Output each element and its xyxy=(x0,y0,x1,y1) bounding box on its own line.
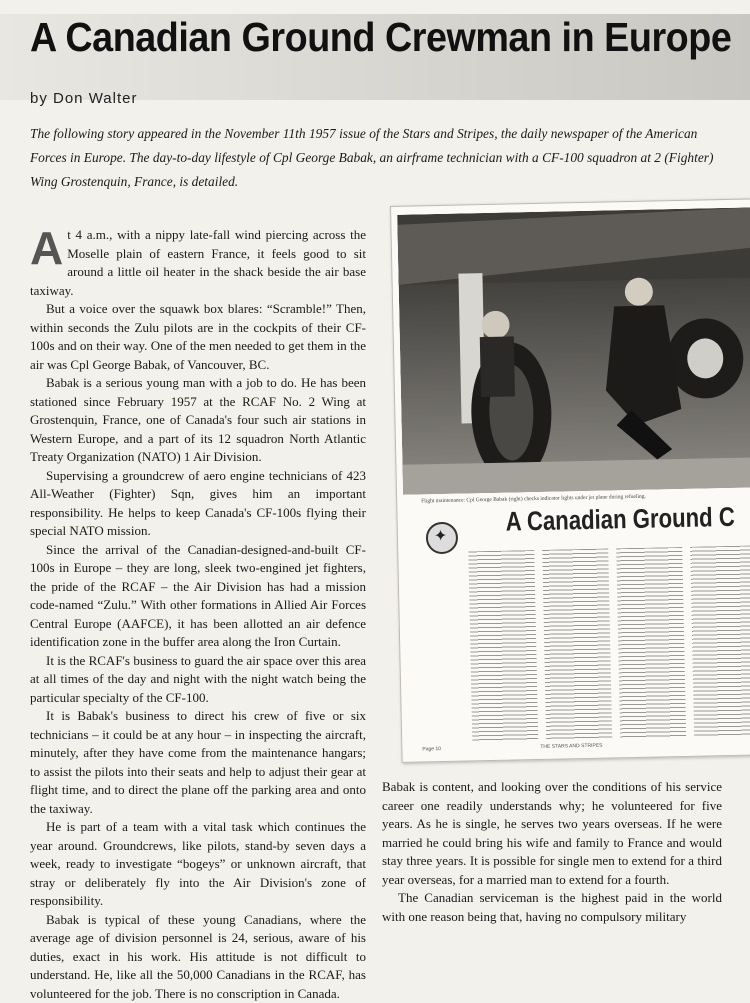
paragraph-5: Since the arrival of the Canadian-designed-and-built CF-100s in Europe – they are long, sleek two-engined jet fighters, the pride of the RCAF – the Air Division has had a mission code-named “Zulu.” With other formations in Allied Air Forces Central Europe (AAFCE), it has been allotted an air defence identification zone in the buffer area along the Iron Curtain. xyxy=(30,541,366,652)
publication-name: Stars and Stripes xyxy=(403,126,495,141)
paragraph-1-text: t 4 a.m., with a nippy late-fall wind piercing across the Moselle plain of eastern France, it feels good to sit around a little oil heater in the shack beside the air base taxiway. xyxy=(30,227,366,298)
clipping-photo xyxy=(397,207,750,494)
clipping-text-column xyxy=(468,550,538,741)
paragraph-7: It is Babak's business to direct his crew of five or six technicians – it could be at any hour – in inspecting the aircraft, minutely, after they have come from the maintenance hangars; to assist the pilots into their seats and help to adjust their gear at flight time, and to direct the plane off the parking area and onto the taxiway. xyxy=(30,707,366,818)
article-title: A Canadian Ground Crewman in Europe xyxy=(30,14,731,61)
right-paragraph-1: Babak is content, and looking over the conditions of his service career one readily understands why; he volunteered for five years. As he is single, he serves two years overseas. If he were married he could bring his wife and family to France and would stay three years. It is possible for single men to extend for a third year overseas, for a married man to extend for a fourth. xyxy=(382,778,722,889)
paragraph-3: Babak is a serious young man with a job to do. He has been stationed since February 1957 at the RCAF No. 2 Wing at Grostenquin, France, one of Canada's four such air stations in Western Europe, and a part of its 12 squadron North Atlantic Treaty Organization (NATO) 1 Air Division. xyxy=(30,374,366,467)
emblem-icon xyxy=(426,522,459,555)
publication-footer: THE STARS AND STRIPES xyxy=(540,743,602,750)
paragraph-6: It is the RCAF's business to guard the air space over this area at all times of the day and night with the night watch being the particular specialty of the CF-100. xyxy=(30,652,366,708)
clipping-text-column xyxy=(690,545,750,736)
clipping-text-column xyxy=(616,547,686,738)
paragraph-2: But a voice over the squawk box blares: “Scramble!” Then, within seconds the Zulu pilots are in the cockpits of their CF-100s and on their way. One of the men needed to get them in the air was Cpl George Babak, of Vancouver, BC. xyxy=(30,300,366,374)
clipping-text-column xyxy=(542,549,612,740)
photo-illustration xyxy=(397,207,750,494)
photo-caption: Flight maintenance: Cpl George Babak (right) checks indicator lights under jet plane during refueling. xyxy=(421,492,750,505)
paragraph-4: Supervising a groundcrew of aero engine technicians of 423 All-Weather (Fighter) Sqn, gives him an important responsibility. He helps to keep Canada's CF-100s flying their special NATO mission. xyxy=(30,467,366,541)
clipping-heading: A Canadian Ground C xyxy=(505,502,735,538)
paragraph-9: Babak is typical of these young Canadians, where the average age of division personnel is 24, serious, aware of his duties, exact in his work. His attitude is not difficult to understand. He, like all the 50,000 Canadians in the RCAF, has volunteered for the job. There is no conscription in Canada. xyxy=(30,911,366,1003)
right-column xyxy=(382,778,722,926)
intro-text-2: , the daily newspaper of the American Forces in Europe. The day-to-day lifestyle of Cpl George Babak, an airframe technician with a CF-100 squadron at 2 (Fighter) Wing Grostenquin, France, is detailed. xyxy=(30,126,713,189)
page-label: Page 10 xyxy=(422,746,441,752)
right-paragraph-2: The Canadian serviceman is the highest paid in the world with one reason being that, having no compulsory military xyxy=(382,889,722,926)
paragraph-1 xyxy=(30,226,366,300)
paragraph-8: He is part of a team with a vital task which continues the year around. Groundcrews, like pilots, stand-by seven days a week, ready to investigate “bogeys” or unknown aircraft, that stray or deliberately fly into the Air Division's zone of responsibility. xyxy=(30,818,366,911)
drop-cap: A xyxy=(30,228,63,268)
intro-text-1: The following story appeared in the November 11th 1957 issue of the xyxy=(30,126,403,141)
left-column xyxy=(30,226,366,1003)
byline: by Don Walter xyxy=(30,90,137,107)
clipping-text-columns xyxy=(468,545,750,743)
intro-paragraph xyxy=(30,122,730,194)
newspaper-clipping xyxy=(390,198,750,762)
